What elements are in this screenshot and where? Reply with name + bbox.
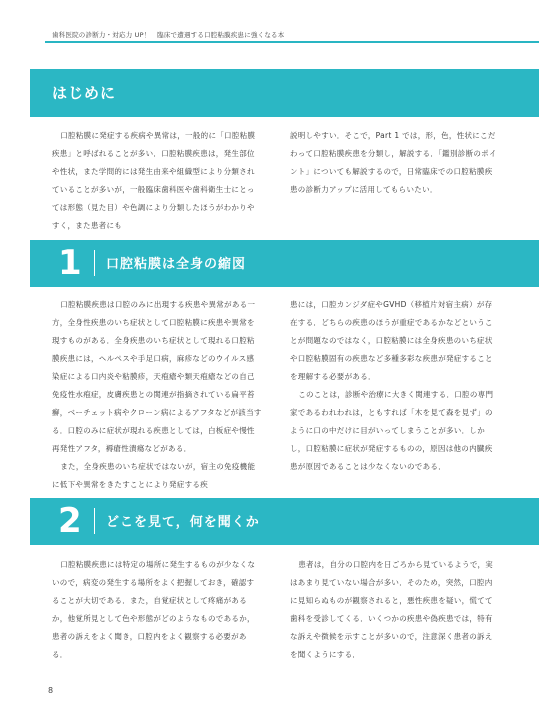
section-number: 1 <box>58 243 82 283</box>
running-header: 歯科医院の診断力・対応力 UP！ 臨床で遭遇する口腔粘膜疾患に強くなる本 <box>52 31 285 39</box>
paragraph: 口腔粘膜疾患は口腔のみに出現する疾患や異常がある一方，全身性疾患のいち症状として口腔粘膜に疾患や異常を現すものがある．全身疾患のいち症状として現れる口腔粘膜疾患には，ヘルペスや手足口病，麻疹などのウイルス感染症による口内炎や粘膜疹，天疱瘡や類天疱瘡などの自己免疫性水疱症，皮膚疾患との関連が指摘されている扁平苔癬，ベーチェット病やクローン病によるアフタなどが該当する．口腔のみに症状が現れる疾患としては，白板症や慢性再発性アフタ，褥瘡性潰瘍などがある． <box>52 300 262 453</box>
section-title: 口腔粘膜は全身の縮図 <box>106 257 247 272</box>
paragraph: 説明しやすい．そこで，Part 1 では，形，色，性状にこだわって口腔粘膜疾患を分類し，解説する．「鑑別診断のポイント」についても解説するので，日常臨床での口腔粘膜疾患の診断力アップに活用してもらいたい． <box>290 131 497 194</box>
intro-heading-band <box>30 69 539 117</box>
paragraph: このことは，診断や治療に大きく関連する．口腔の専門家であるわれわれは，ともすれば「木を見て森を見ず」のように口の中だけに目がいってしまうことが多い．しかし，口腔粘膜に症状が発症するものの，原因は他の内臓疾患が原因であることは少なくないのである． <box>290 390 494 471</box>
divider <box>94 250 95 276</box>
paragraph: 患者は，自分の口腔内を日ごろから見ているようで，実はあまり見ていない場合が多い．そのため，突然，口腔内に見知らぬものが観察されると，悪性疾患を疑い，慌てて歯科を受診してくる．いくつかの疾患や偽疾患では，特有な訴えや徴候を示すことが多いので，注意深く患者の訴えを聞くようにする． <box>290 560 494 659</box>
page-number: 8 <box>48 686 54 695</box>
section-number: 2 <box>58 501 82 541</box>
section-1-heading-band <box>30 240 539 287</box>
paragraph: 患には，口腔カンジダ症やGVHD（移植片対宿主病）が存在する．どちらの疾患のほうが重症であるかなどということが問題なのではなく，口腔粘膜には全身疾患のいち症状や口腔粘膜固有の疾患など多種多彩な疾患が発症することを理解する必要がある． <box>290 300 493 381</box>
divider <box>94 508 95 534</box>
header-rule <box>45 41 539 43</box>
section-2-left-column <box>52 556 262 664</box>
section-1-right-column <box>290 296 500 476</box>
intro-title: はじめに <box>52 84 117 102</box>
intro-left-column <box>52 127 262 235</box>
paragraph: また，全身疾患のいち症状ではないが，宿主の免疫機能に低下や異常をきたすことにより発症する疾 <box>52 462 256 489</box>
intro-right-column <box>290 127 500 199</box>
section-1-left-column <box>52 296 262 494</box>
paragraph: 口腔粘膜疾患には特定の場所に発生するものが少なくないので，病変の発生する場所をよく把握しておき，確認することが大切である．また，自覚症状として疼痛があるか，他覚所見として色や形態がどのようなものであるか，患者の訴えをよく聞き，口腔内をよく観察する必要がある． <box>52 560 256 659</box>
section-title: どこを見て，何を聞くか <box>106 515 260 530</box>
paragraph: 口腔粘膜に発症する疾病や異常は，一般的に「口腔粘膜疾患」と呼ばれることが多い．口腔粘膜疾患は，発生部位や性状，また学問的には発生由来や組織型により分類されていることが多いが，一般臨床歯科医や歯科衛生士にとっては形態（見た目）や色調により分類したほうがわかりやすく，また患者にも <box>52 131 256 230</box>
section-2-right-column <box>290 556 500 664</box>
section-2-heading-band <box>30 498 539 545</box>
